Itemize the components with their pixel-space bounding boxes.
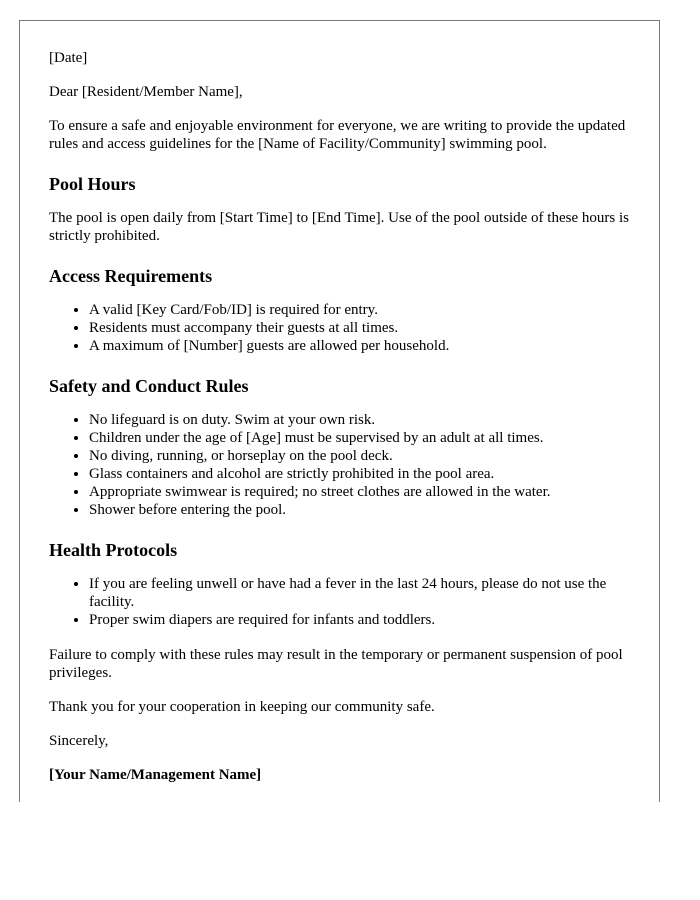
list-item: • Residents must accompany their guests at all times. <box>89 319 631 337</box>
safety-rules-list <box>49 411 631 519</box>
access-requirements-list <box>49 301 631 355</box>
list-item: • Children under the age of [Age] must be supervised by an adult at all times. <box>89 429 631 447</box>
list-item: • A valid [Key Card/Fob/ID] is required for entry. <box>89 301 631 319</box>
heading-health-protocols: Health Protocols <box>49 540 178 560</box>
list-item: • A maximum of [Number] guests are allowed per household. <box>89 337 631 355</box>
heading-pool-hours: Pool Hours <box>49 174 136 194</box>
salutation: Dear [Resident/Member Name], <box>49 84 243 100</box>
list-item: • No diving, running, or horseplay on the pool deck. <box>89 447 631 465</box>
list-item: • No lifeguard is on duty. Swim at your own risk. <box>89 411 631 429</box>
intro-paragraph: To ensure a safe and enjoyable environment for everyone, we are writing to provide the updated rules and access guidelines for the [Name of Facility/Community] swimming pool. <box>49 118 626 152</box>
letter-page <box>19 20 660 802</box>
health-protocols-list <box>49 575 631 629</box>
list-item: • Glass containers and alcohol are strictly prohibited in the pool area. <box>89 465 631 483</box>
letter-body <box>20 21 659 784</box>
signoff: Sincerely, <box>49 733 109 749</box>
list-item: • Shower before entering the pool. <box>89 501 631 519</box>
list-item: • Appropriate swimwear is required; no street clothes are allowed in the water. <box>89 483 631 501</box>
signature: [Your Name/Management Name] <box>49 767 262 783</box>
list-item: • If you are feeling unwell or have had a fever in the last 24 hours, please do not use the facility. <box>89 575 631 611</box>
heading-safety-rules: Safety and Conduct Rules <box>49 376 249 396</box>
letter-date: [Date] <box>49 50 88 66</box>
compliance-paragraph: Failure to comply with these rules may result in the temporary or permanent suspension of pool privileges. <box>49 647 623 681</box>
thanks-paragraph: Thank you for your cooperation in keeping our community safe. <box>49 699 435 715</box>
heading-access-requirements: Access Requirements <box>49 266 213 286</box>
list-item: • Proper swim diapers are required for infants and toddlers. <box>89 611 631 629</box>
pool-hours-paragraph: The pool is open daily from [Start Time] to [End Time]. Use of the pool outside of these hours is strictly prohibited. <box>49 210 629 244</box>
